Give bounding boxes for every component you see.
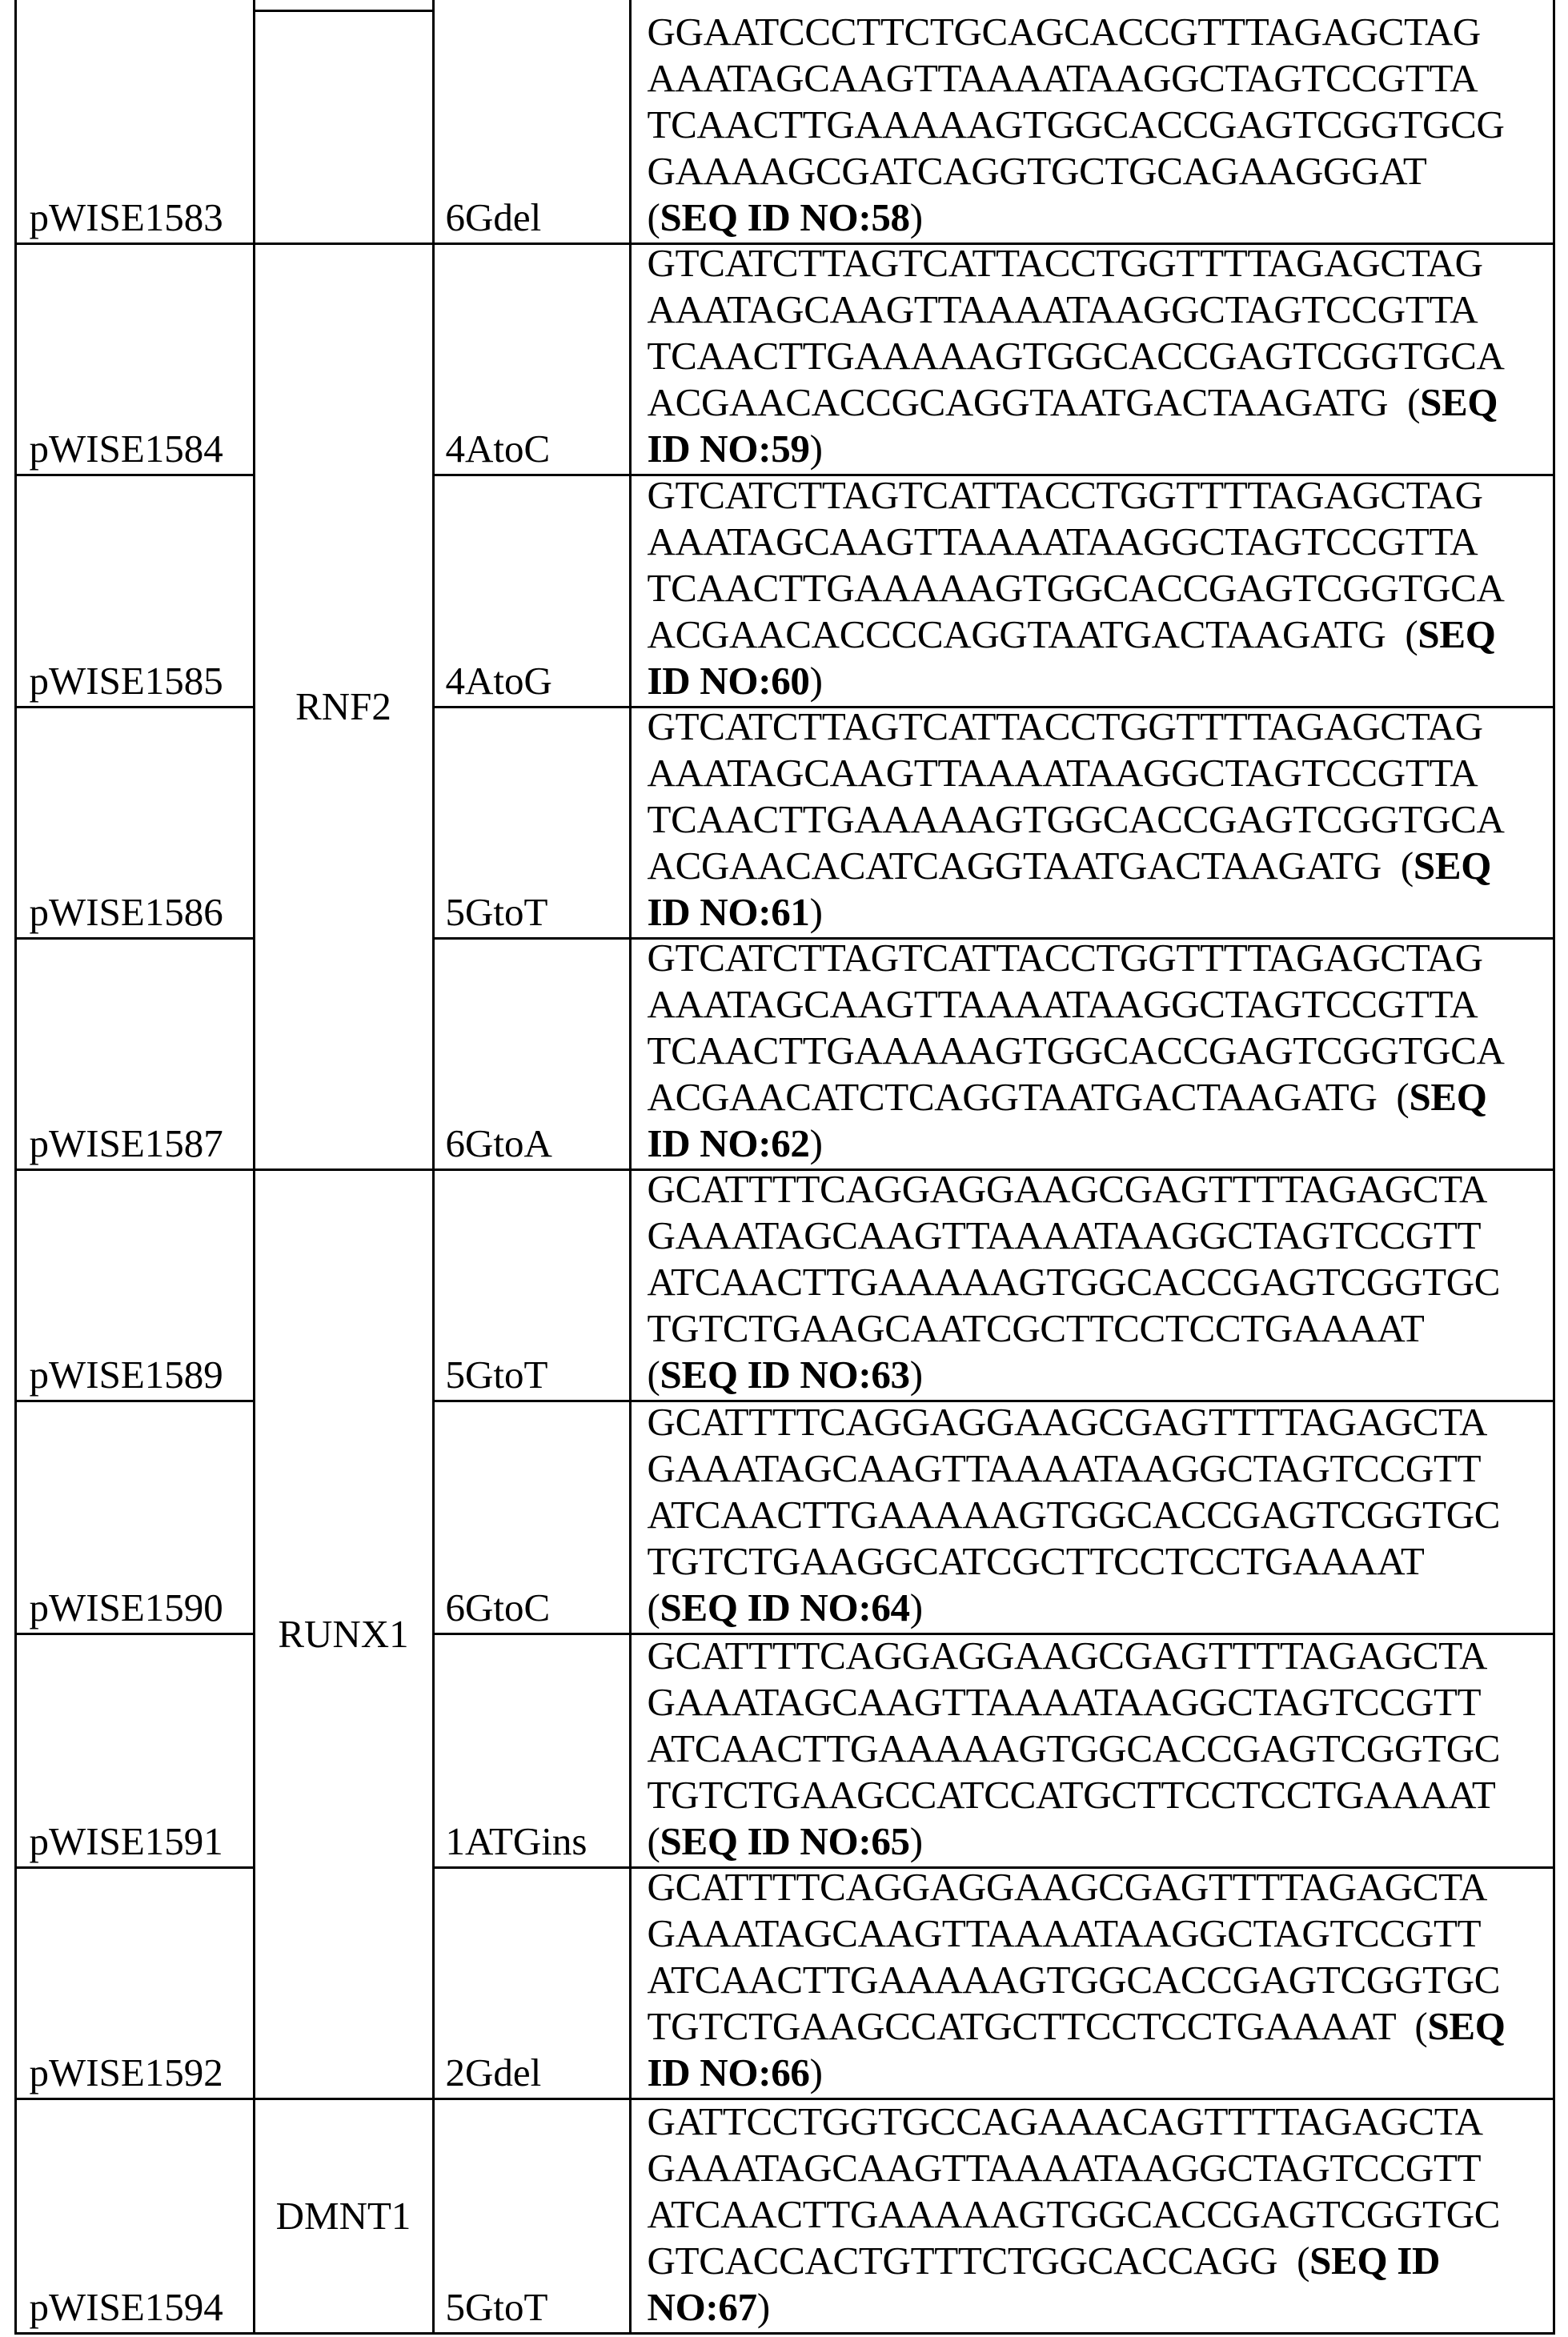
- sequence-cell: [629, 1866, 1555, 2100]
- gene-name: RUNX1: [278, 1611, 408, 1658]
- sequence-cell: [629, 937, 1555, 1171]
- plasmid-cell: [14, 2098, 255, 2335]
- seq-id: NO:67: [648, 2285, 757, 2329]
- sequence-line: TGTCTGAAGCCATGCTTCCTCCTGAAAAT (SEQ: [648, 2003, 1553, 2050]
- sequence-line: [648, 519, 1553, 565]
- mutation-label: 5GtoT: [446, 1352, 629, 1398]
- sequence-line: [648, 55, 1553, 102]
- sequence-line: [648, 472, 1553, 519]
- sequence-line: [648, 1864, 1553, 1910]
- sequence-text: TCAACTTGAAAAAGTGGCACCGAGTCGGTGCA: [648, 1028, 1505, 1072]
- sequence-line: [648, 704, 1553, 750]
- sequence-line: [648, 796, 1553, 843]
- mutation-cell: [432, 1168, 632, 1402]
- plasmid-cell: [14, 243, 255, 476]
- sequence-cell: [629, 243, 1555, 476]
- sequence-text: AAATAGCAAGTTAAAATAAGGCTAGTCCGTTA: [648, 287, 1478, 331]
- seq-id: SEQ ID NO:65: [660, 1819, 910, 1863]
- sequence-text: TCAACTTGAAAAAGTGGCACCGAGTCGGTGCG: [648, 102, 1505, 146]
- plasmid-cell: [14, 474, 255, 708]
- sequence-line: [648, 1957, 1553, 2003]
- mutation-cell: [432, 1866, 632, 2100]
- sequence-text: GCATTTTCAGGAGGAAGCGAGTTTTAGAGCTA: [648, 1400, 1488, 1444]
- sequence-text: GTCACCACTGTTTCTGGCACCAGG: [648, 2239, 1278, 2283]
- sequence-text: GTCATCTTAGTCATTACCTGGTTTTAGAGCTAG: [648, 241, 1483, 285]
- sequence-text: AAATAGCAAGTTAAAATAAGGCTAGTCCGTTA: [648, 982, 1478, 1026]
- sequence-line: [648, 1259, 1553, 1305]
- sequence-line: ACGAACACATCAGGTAATGACTAAGATG (SEQ: [648, 843, 1553, 889]
- gene-name: RNF2: [295, 683, 391, 730]
- seq-id: SEQ ID NO:63: [660, 1353, 910, 1397]
- seq-id-line: (SEQ ID NO:58): [648, 194, 1553, 241]
- plasmid-name: pWISE1587: [30, 1120, 253, 1167]
- seq-id-line: (SEQ ID NO:63): [648, 1352, 1553, 1398]
- sequence-text: ATCAACTTGAAAAAGTGGCACCGAGTCGGTGC: [648, 1958, 1501, 2002]
- sequence-line: [648, 1726, 1553, 1772]
- sequence-line: ACGAACATCTCAGGTAATGACTAAGATG (SEQ: [648, 1074, 1553, 1120]
- sequence-text: GTCATCTTAGTCATTACCTGGTTTTAGAGCTAG: [648, 936, 1483, 980]
- seq-id-line: ID NO:59): [648, 426, 1553, 472]
- seq-id: SEQ ID NO:64: [660, 1585, 910, 1629]
- plasmid-name: pWISE1589: [30, 1352, 253, 1398]
- plasmid-cell: [14, 1400, 255, 1635]
- plasmid-name: pWISE1586: [30, 889, 253, 936]
- sequence-text: ACGAACACCGCAGGTAATGACTAAGATG: [648, 380, 1389, 424]
- mutation-label: 4AtoG: [446, 658, 629, 704]
- sequence-line: [648, 1213, 1553, 1259]
- gene-cell: [253, 1168, 435, 2100]
- mutation-cell: [432, 0, 632, 245]
- sequence-text: ATCAACTTGAAAAAGTGGCACCGAGTCGGTGC: [648, 1726, 1501, 1770]
- mutation-label: 6GtoC: [446, 1585, 629, 1631]
- mutation-cell: [432, 474, 632, 708]
- sequence-cell: [629, 1633, 1555, 1869]
- sequence-line: [648, 240, 1553, 287]
- sequence-text: GGAATCCCTTCTGCAGCACCGTTTAGAGCTAG: [648, 10, 1482, 54]
- sequence-text: ATCAACTTGAAAAAGTGGCACCGAGTCGGTGC: [648, 1493, 1501, 1537]
- seq-id-line: ID NO:62): [648, 1120, 1553, 1167]
- seq-id: ID NO:60: [648, 659, 810, 703]
- plasmid-name: pWISE1592: [30, 2050, 253, 2096]
- sequence-text: AAATAGCAAGTTAAAATAAGGCTAGTCCGTTA: [648, 519, 1478, 563]
- sequence-text: GAAATAGCAAGTTAAAATAAGGCTAGTCCGTT: [648, 1446, 1482, 1490]
- sequence-text: ATCAACTTGAAAAAGTGGCACCGAGTCGGTGC: [648, 2192, 1501, 2236]
- seq-id: ID NO:62: [648, 1121, 810, 1165]
- sequence-line: [648, 2191, 1553, 2238]
- sequence-line: [648, 1538, 1553, 1585]
- sequence-line: [648, 287, 1553, 333]
- sequence-line: [648, 148, 1553, 194]
- mutation-cell: [432, 1400, 632, 1635]
- mutation-cell: [432, 706, 632, 940]
- sequence-line: GTCACCACTGTTTCTGGCACCAGG (SEQ ID: [648, 2238, 1553, 2284]
- plasmid-cell: [14, 1866, 255, 2100]
- sequence-line: [648, 333, 1553, 379]
- gene-cell: [253, 243, 435, 1171]
- sequence-line: [648, 1445, 1553, 1492]
- mutation-label: 1ATGins: [446, 1818, 629, 1865]
- sequence-text: GTCATCTTAGTCATTACCTGGTTTTAGAGCTAG: [648, 473, 1483, 517]
- mutation-label: 6Gdel: [446, 194, 629, 241]
- sequence-line: [648, 1399, 1553, 1445]
- gene-name: DMNT1: [276, 2193, 411, 2239]
- gene-cell: [253, 2098, 435, 2335]
- sequence-line: [648, 1305, 1553, 1352]
- sequence-cell: [629, 2098, 1555, 2335]
- sequence-cell: [629, 474, 1555, 708]
- mutation-label: 5GtoT: [446, 2284, 629, 2331]
- sequence-text: GAAATAGCAAGTTAAAATAAGGCTAGTCCGTT: [648, 2146, 1482, 2190]
- seq-id-line: ID NO:66): [648, 2050, 1553, 2096]
- seq-id-line: (SEQ ID NO:65): [648, 1818, 1553, 1865]
- sequence-line: [648, 1166, 1553, 1213]
- seq-id-line: (SEQ ID NO:64): [648, 1585, 1553, 1631]
- sequence-line: [648, 565, 1553, 611]
- sequence-text: ACGAACATCTCAGGTAATGACTAAGATG: [648, 1075, 1378, 1119]
- sequence-text: TCAACTTGAAAAAGTGGCACCGAGTCGGTGCA: [648, 797, 1505, 841]
- sequence-cell: [629, 1168, 1555, 1402]
- seq-id: SEQ: [1420, 380, 1498, 424]
- sequence-text: GCATTTTCAGGAGGAAGCGAGTTTTAGAGCTA: [648, 1633, 1488, 1678]
- sequence-line: [648, 750, 1553, 796]
- sequence-cell: [629, 706, 1555, 940]
- mutation-cell: [432, 1633, 632, 1869]
- sequence-line: [648, 1492, 1553, 1538]
- plasmid-name: pWISE1584: [30, 426, 253, 472]
- sequence-line: [648, 102, 1553, 148]
- seq-id: ID NO:59: [648, 427, 810, 471]
- sequence-line: [648, 935, 1553, 981]
- mutation-cell: [432, 937, 632, 1171]
- sequence-line: ACGAACACCGCAGGTAATGACTAAGATG (SEQ: [648, 379, 1553, 426]
- sequence-cell: [629, 1400, 1555, 1635]
- sequence-text: GAAATAGCAAGTTAAAATAAGGCTAGTCCGTT: [648, 1911, 1482, 1955]
- sequence-line: ACGAACACCCCAGGTAATGACTAAGATG (SEQ: [648, 611, 1553, 658]
- sequence-line: [648, 1679, 1553, 1726]
- plasmid-name: pWISE1594: [30, 2284, 253, 2331]
- mutation-label: 5GtoT: [446, 889, 629, 936]
- sequence-text: AAATAGCAAGTTAAAATAAGGCTAGTCCGTTA: [648, 751, 1478, 795]
- sequence-text: GTCATCTTAGTCATTACCTGGTTTTAGAGCTAG: [648, 704, 1483, 748]
- sequence-line: [648, 2145, 1553, 2191]
- sequence-text: TCAACTTGAAAAAGTGGCACCGAGTCGGTGCA: [648, 566, 1505, 610]
- sequence-text: AAATAGCAAGTTAAAATAAGGCTAGTCCGTTA: [648, 56, 1478, 100]
- seq-id: ID NO:61: [648, 890, 810, 934]
- sequence-text: GAAATAGCAAGTTAAAATAAGGCTAGTCCGTT: [648, 1213, 1482, 1257]
- sequence-text: TGTCTGAAGCCATGCTTCCTCCTGAAAAT: [648, 2004, 1396, 2048]
- sequence-text: GAAAAGCGATCAGGTGCTGCAGAAGGGAT: [648, 149, 1427, 193]
- sequence-text: ACGAACACCCCAGGTAATGACTAAGATG: [648, 612, 1386, 656]
- plasmid-name: pWISE1591: [30, 1818, 253, 1865]
- sequence-line: [648, 1910, 1553, 1957]
- sequence-text: TCAACTTGAAAAAGTGGCACCGAGTCGGTGCA: [648, 334, 1505, 378]
- seq-id-line: ID NO:60): [648, 658, 1553, 704]
- seq-id-line: NO:67): [648, 2284, 1553, 2331]
- sequence-line: [648, 1633, 1553, 1679]
- plasmid-cell: [14, 706, 255, 940]
- seq-id: SEQ: [1418, 612, 1495, 656]
- seq-id: SEQ ID: [1309, 2239, 1440, 2283]
- plasmid-cell: [14, 1168, 255, 1402]
- gene-cell: [253, 10, 435, 245]
- sequence-line: [648, 9, 1553, 55]
- mutation-cell: [432, 243, 632, 476]
- mutation-label: 2Gdel: [446, 2050, 629, 2096]
- sequence-text: ACGAACACATCAGGTAATGACTAAGATG: [648, 844, 1382, 888]
- plasmid-name: pWISE1590: [30, 1585, 253, 1631]
- mutation-cell: [432, 2098, 632, 2335]
- seq-id: SEQ: [1427, 2004, 1505, 2048]
- sequence-text: ATCAACTTGAAAAAGTGGCACCGAGTCGGTGC: [648, 1260, 1501, 1304]
- seq-id-line: ID NO:61): [648, 889, 1553, 936]
- sequence-text: TGTCTGAAGCAATCGCTTCCTCCTGAAAAT: [648, 1306, 1425, 1350]
- plasmid-cell: [14, 937, 255, 1171]
- sequence-cell: [629, 0, 1555, 245]
- sequence-text: GAAATAGCAAGTTAAAATAAGGCTAGTCCGTT: [648, 1680, 1482, 1724]
- sequence-line: [648, 981, 1553, 1028]
- sequence-text: TGTCTGAAGCCATCCATGCTTCCTCCTGAAAAT: [648, 1773, 1496, 1817]
- mutation-label: 4AtoC: [446, 426, 629, 472]
- sequence-line: [648, 1772, 1553, 1818]
- plasmid-name: pWISE1585: [30, 658, 253, 704]
- mutation-label: 6GtoA: [446, 1120, 629, 1167]
- plasmid-name: pWISE1583: [30, 194, 253, 241]
- sequence-text: GCATTTTCAGGAGGAAGCGAGTTTTAGAGCTA: [648, 1167, 1488, 1211]
- sequence-text: GATTCCTGGTGCCAGAAACAGTTTTAGAGCTA: [648, 2099, 1483, 2143]
- seq-id: SEQ: [1409, 1075, 1486, 1119]
- sequence-line: [648, 2098, 1553, 2145]
- sequence-line: [648, 1028, 1553, 1074]
- plasmid-cell: [14, 0, 255, 245]
- sequence-text: TGTCTGAAGGCATCGCTTCCTCCTGAAAAT: [648, 1539, 1425, 1583]
- seq-id: SEQ ID NO:58: [660, 195, 910, 239]
- seq-id: ID NO:66: [648, 2050, 810, 2094]
- seq-id: SEQ: [1414, 844, 1491, 888]
- sequence-text: GCATTTTCAGGAGGAAGCGAGTTTTAGAGCTA: [648, 1865, 1488, 1909]
- plasmid-cell: [14, 1633, 255, 1869]
